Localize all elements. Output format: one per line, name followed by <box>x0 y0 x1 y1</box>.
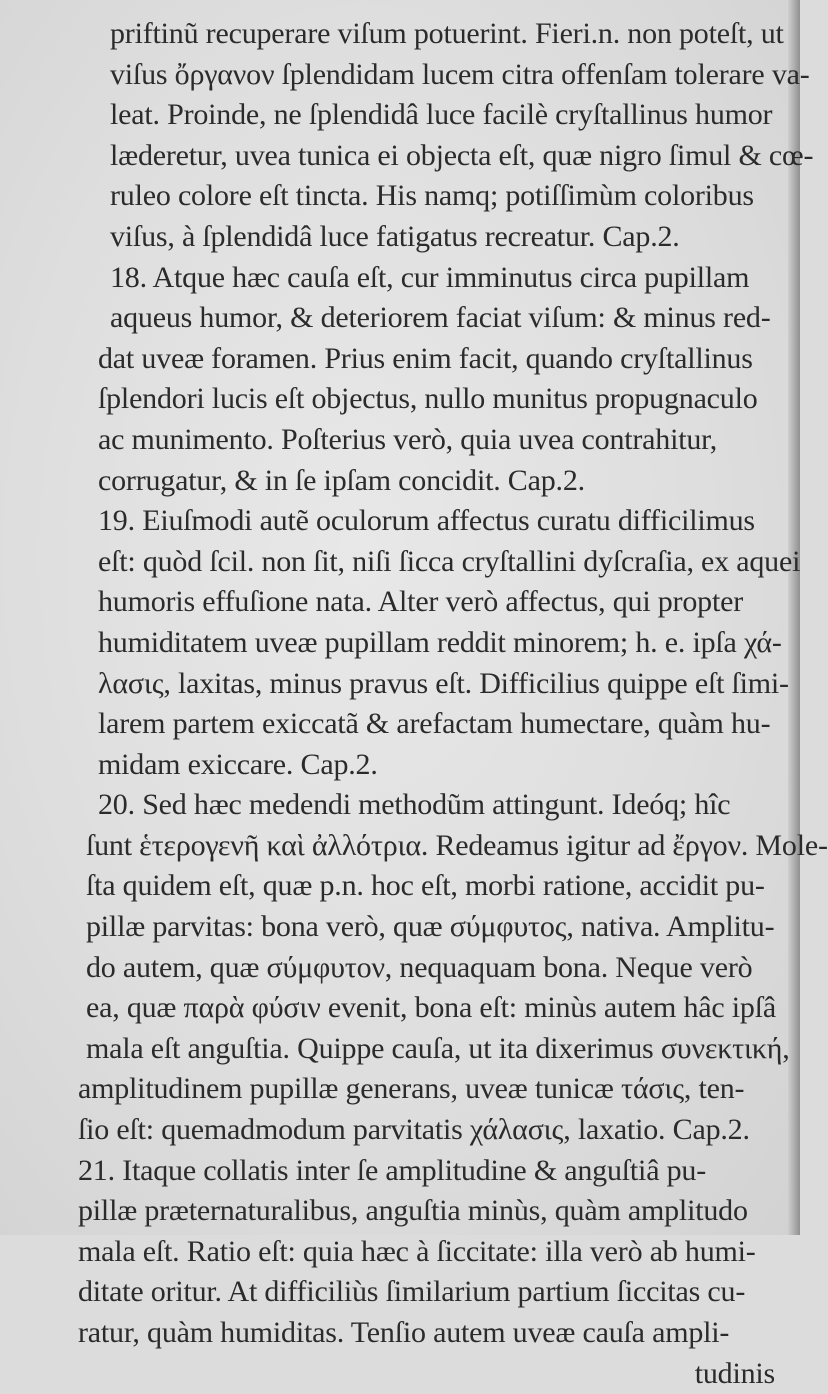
paragraph-start: 18. Atque hæc cauſa eſt, cur imminutus circa pupillam <box>110 260 750 294</box>
text-line: ſunt ἑτερογενῆ καὶ ἀλλότρια. Redeamus igitur ad ἔργον. Mole- <box>86 828 828 862</box>
text-line: viſus, à ſplendidâ luce fatigatus recreatur. Cap.2. <box>110 219 680 253</box>
text-line: humoris effuſione nata. Alter verò affectus, qui propter <box>98 585 743 619</box>
text-line: dat uveæ foramen. Prius enim facit, quando cryſtallinus <box>98 341 753 375</box>
text-line: læderetur, uvea tunica ei objecta eſt, quæ nigro ſimul & cœ- <box>110 138 814 172</box>
text-line: ea, quæ παρὰ φύσιν evenit, bona eſt: minùs autem hâc ipſâ <box>86 991 776 1025</box>
text-line: larem partem exiccatã & arefactam humectare, quàm hu- <box>98 707 771 741</box>
page-text <box>70 14 828 1394</box>
text-line: do autem, quæ σύμφυτον, nequaquam bona. Neque verò <box>86 950 753 984</box>
paragraph-start: 21. Itaque collatis inter ſe amplitudine & anguſtiâ pu- <box>78 1153 706 1187</box>
text-line: eſt: quòd ſcil. non ſit, niſi ſicca cryſtallini dyſcraſia, ex aquei <box>98 544 801 578</box>
paragraph-start: 19. Eiuſmodi autẽ oculorum affectus curatu difficilimus <box>98 504 755 538</box>
text-line: λασις, laxitas, minus pravus eſt. Difficilius quippe eſt ſimi- <box>98 666 789 700</box>
text-line: ac munimento. Poſterius verò, quia uvea contrahitur, <box>98 422 718 456</box>
text-line: ditate oritur. At difficiliùs ſimilarium partium ſiccitas cu- <box>78 1275 746 1309</box>
text-line: amplitudinem pupillæ generans, uveæ tunicæ τάσις, ten- <box>78 1072 745 1106</box>
text-line: corrugatur, & in ſe ipſam concidit. Cap.2. <box>98 463 585 497</box>
text-line: pillæ parvitas: bona verò, quæ σύμφυτος, nativa. Amplitu- <box>86 910 775 944</box>
text-line: ratur, quàm humiditas. Tenſio autem uveæ cauſa ampli- <box>78 1316 730 1349</box>
text-line: mala eſt. Ratio eſt: quia hæc à ſiccitate: illa verò ab humi- <box>78 1234 756 1268</box>
catchword: tudinis <box>694 1356 775 1390</box>
text-line: mala eſt anguſtia. Quippe cauſa, ut ita dixerimus συνεκτική, <box>86 1031 790 1065</box>
paragraph-start: 20. Sed hæc medendi methodũm attingunt. Ideóq; hîc <box>98 788 731 822</box>
text-line: leat. Proinde, ne ſplendidâ luce facilè cryſtallinus humor <box>110 98 773 132</box>
text-line: priftinũ recuperare viſum potuerint. Fieri.n. non poteſt, ut <box>110 17 784 50</box>
text-line: pillæ præternaturalibus, anguſtia minùs, quàm amplitudo <box>78 1194 748 1228</box>
text-line: ſta quidem eſt, quæ p.n. hoc eſt, morbi ratione, accidit pu- <box>86 869 765 903</box>
text-line: ſio eſt: quemadmodum parvitatis χάλασις, laxatio. Cap.2. <box>78 1113 750 1147</box>
text-line: ſplendori lucis eſt objectus, nullo munitus propugnaculo <box>98 382 758 416</box>
text-line: ruleo colore eſt tincta. His namq; potiſſimùm coloribus <box>110 179 754 213</box>
text-line: midam exiccare. Cap.2. <box>98 747 378 781</box>
text-line: viſus ὄργανον ſplendidam lucem citra offenſam tolerare va- <box>110 57 810 91</box>
text-line: aqueus humor, & deteriorem faciat viſum: & minus red- <box>110 301 771 335</box>
text-line: humiditatem uveæ pupillam reddit minorem; h. e. ipſa χά- <box>98 625 782 659</box>
